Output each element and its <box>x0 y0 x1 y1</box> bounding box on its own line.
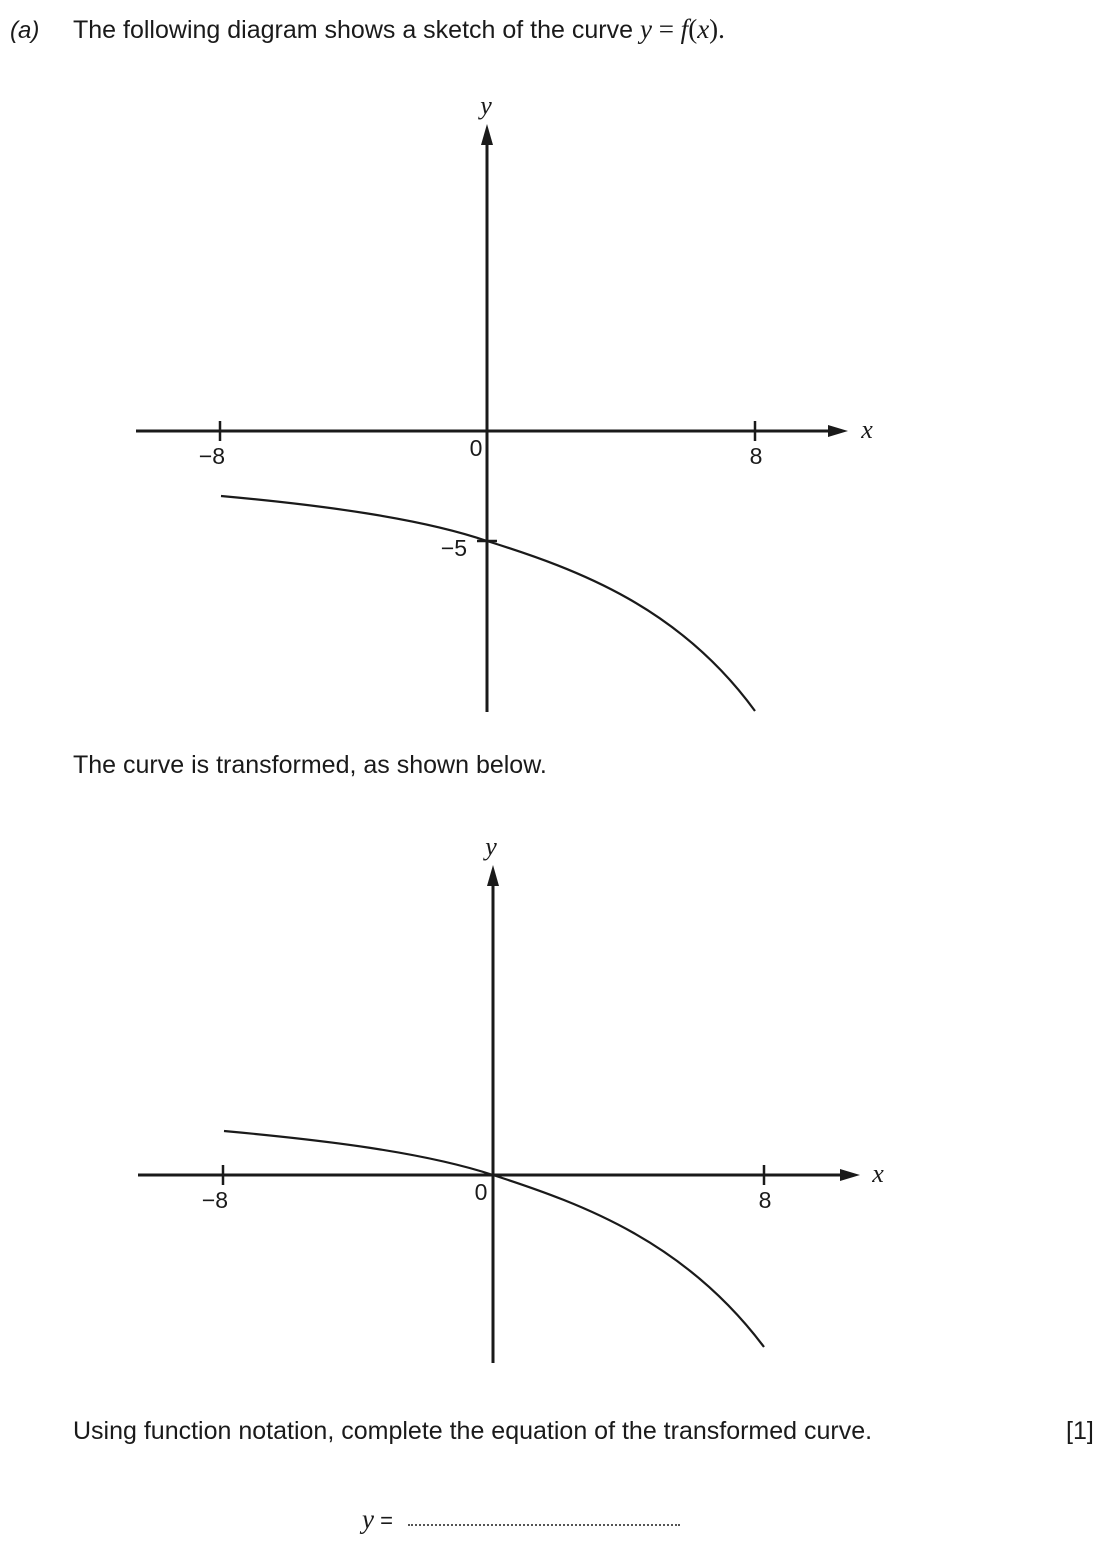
intro-math-y: y <box>639 14 652 44</box>
intro-math-open: ( <box>688 14 698 44</box>
tick-label-neg8: −8 <box>198 443 226 469</box>
y-axis-label: y <box>485 832 497 861</box>
intro-math-close: ). <box>709 14 725 44</box>
x-axis-arrow-icon <box>828 425 848 437</box>
x-axis-label: x <box>861 415 873 444</box>
intro-text: The following diagram shows a sketch of the curve <box>73 16 633 44</box>
intro-math-eq: = <box>651 14 681 44</box>
intro-math-f: f <box>680 14 689 44</box>
y-axis-label: y <box>480 91 492 120</box>
marks-label: [1] <box>1066 1417 1094 1445</box>
instruction-text: Using function notation, complete the equation of the transformed curve. <box>73 1417 873 1445</box>
y-axis-arrow-icon <box>487 865 499 886</box>
y-intercept-label: −5 <box>440 535 468 561</box>
transform-text: The curve is transformed, as shown below. <box>73 751 547 779</box>
intro-math-x: x <box>697 14 710 44</box>
origin-label: 0 <box>469 435 483 461</box>
graph-transformed <box>0 800 1112 1380</box>
x-axis-label: x <box>872 1159 884 1188</box>
tick-label-neg8: −8 <box>201 1187 229 1213</box>
part-label: (a) <box>10 17 40 44</box>
answer-prefix <box>362 1506 393 1533</box>
x-axis-arrow-icon <box>840 1169 860 1181</box>
answer-eq: = <box>373 1508 393 1533</box>
graph-original <box>0 0 1112 740</box>
y-axis-arrow-icon <box>481 124 493 145</box>
tick-label-pos8: 8 <box>749 443 763 469</box>
origin-label: 0 <box>474 1179 488 1205</box>
answer-field[interactable] <box>408 1524 680 1526</box>
answer-var: y <box>362 1504 374 1534</box>
tick-label-pos8: 8 <box>758 1187 772 1213</box>
